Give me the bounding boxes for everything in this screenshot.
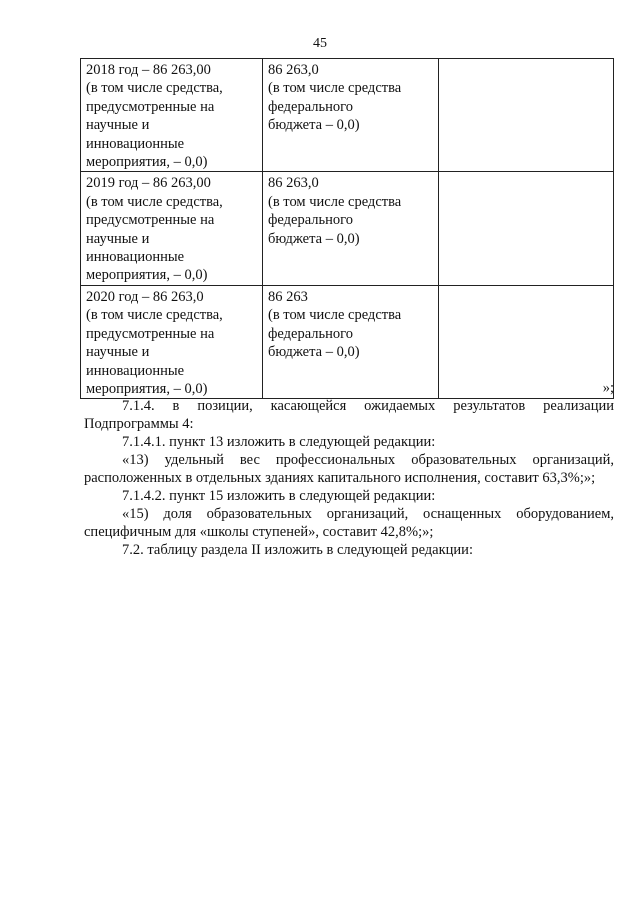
cell-line: бюджета – 0,0) bbox=[268, 344, 360, 361]
year-funding-cell bbox=[81, 59, 263, 172]
empty-cell bbox=[439, 285, 614, 398]
year-funding-cell bbox=[81, 285, 263, 398]
cell-line: федерального bbox=[268, 325, 353, 342]
cell-line: 2018 год – 86 263,00 bbox=[86, 62, 211, 78]
budget-cell bbox=[263, 59, 439, 172]
paragraph: 7.1.4.1. пункт 13 изложить в следующей редакции: bbox=[122, 434, 436, 450]
cell-line: предусмотренные на bbox=[86, 212, 215, 229]
cell-line: (в том числе средства bbox=[268, 80, 402, 97]
cell-line: 2019 год – 86 263,00 bbox=[86, 175, 211, 192]
paragraph: 7.1.4. в позиции, касающейся ожидаемых результатов реализации Подпрограммы 4: bbox=[84, 398, 614, 432]
table-row bbox=[81, 172, 614, 285]
cell-line: предусмотренные на bbox=[86, 98, 215, 115]
table-row bbox=[81, 59, 614, 172]
cell-line: 86 263,0 bbox=[268, 62, 319, 78]
budget-cell bbox=[263, 172, 439, 285]
cell-line: научные и bbox=[86, 117, 150, 134]
cell-line: мероприятия, – 0,0) bbox=[86, 267, 208, 284]
cell-line: бюджета – 0,0) bbox=[268, 230, 360, 247]
cell-line: 86 263 bbox=[268, 288, 308, 305]
cell-line: федерального bbox=[268, 98, 353, 115]
cell-line: (в том числе средства, bbox=[86, 80, 223, 97]
cell-line: мероприятия, – 0,0) bbox=[86, 380, 208, 397]
page-number: 45 bbox=[313, 36, 327, 51]
cell-line: научные и bbox=[86, 344, 150, 361]
cell-line: 2020 год – 86 263,0 bbox=[86, 288, 204, 305]
paragraph: «13) удельный вес профессиональных образовательных организаций, расположенных в отдельных зданиях капитального исполнения, составит 63,3%;»; bbox=[84, 452, 614, 486]
cell-line: бюджета – 0,0) bbox=[268, 117, 360, 134]
empty-cell bbox=[439, 172, 614, 285]
cell-line: мероприятия, – 0,0) bbox=[86, 154, 208, 171]
financing-table bbox=[80, 58, 614, 399]
cell-line: (в том числе средства, bbox=[86, 307, 223, 324]
cell-line: (в том числе средства bbox=[268, 307, 402, 324]
cell-line: (в том числе средства bbox=[268, 193, 402, 210]
cell-line: инновационные bbox=[86, 135, 185, 152]
cell-line: инновационные bbox=[86, 362, 185, 379]
paragraph: «15) доля образовательных организаций, оснащенных оборудованием, специфичным для «школы ступеней», составит 42,8%;»; bbox=[84, 506, 614, 540]
paragraph: 7.1.4.2. пункт 15 изложить в следующей редакции: bbox=[122, 488, 436, 504]
cell-line: федерального bbox=[268, 212, 353, 229]
cell-line: 86 263,0 bbox=[268, 175, 319, 192]
cell-line: (в том числе средства, bbox=[86, 193, 223, 210]
empty-cell bbox=[439, 59, 614, 172]
budget-cell bbox=[263, 285, 439, 398]
document-body bbox=[84, 397, 614, 559]
cell-line: предусмотренные на bbox=[86, 325, 215, 342]
closing-quote: »; bbox=[602, 380, 614, 396]
table-row bbox=[81, 285, 614, 398]
paragraph: 7.2. таблицу раздела II изложить в следующей редакции: bbox=[122, 542, 473, 558]
cell-line: инновационные bbox=[86, 249, 185, 266]
cell-line: научные и bbox=[86, 230, 150, 247]
year-funding-cell bbox=[81, 172, 263, 285]
